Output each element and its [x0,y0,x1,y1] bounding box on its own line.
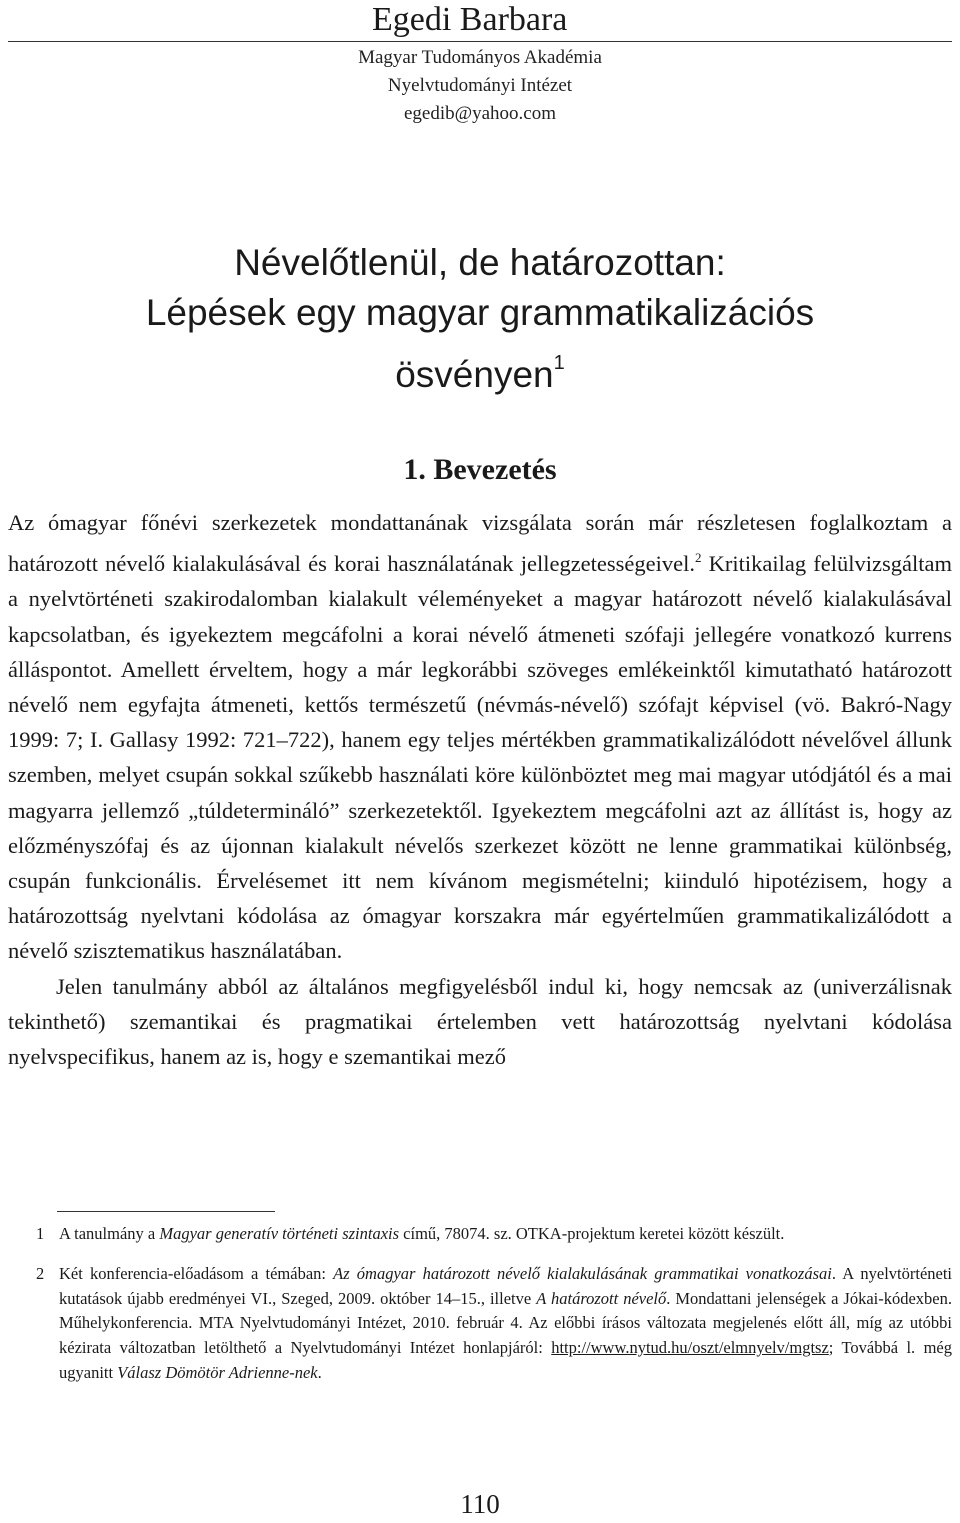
footnote-2-text-d: ; Továbbá l. még ugyanitt [59,1338,952,1382]
title-line-2: Lépések egy magyar grammatikalizációs [145,292,815,333]
footnote-2-link[interactable]: http://www.nytud.hu/oszt/elmnyelv/mgtsz [551,1338,829,1358]
footnote-2-italic-1: Az ómagyar határozott névelő kialakulásának grammatikai vonatkozásai [333,1264,832,1283]
paragraph-1-part-a: Az ómagyar főnévi szerkezetek mondattanának vizsgálata során már részletesen foglalkoztam a határozott névelő kialakulásával és korai használatának jellegzetességeivel. [8,510,952,577]
body-text [8,505,952,1074]
affiliation-institute: Nyelvtudományi Intézet [387,75,573,96]
footnote-1-text [59,1222,952,1247]
author-name: Egedi Barbara [372,1,568,38]
footnote-1-text-b: című, 78074. sz. OTKA-projektum keretei között készült. [399,1224,785,1243]
section-heading: 1. Bevezetés [403,453,557,486]
title-line-3 [0,338,960,400]
author-email: egedib@yahoo.com [403,103,557,124]
footnote-2-number: 2 [36,1264,45,1283]
footnote-1-number: 1 [36,1224,45,1243]
paper-title [0,238,960,400]
footnote-1 [8,1222,952,1247]
footnote-2 [8,1262,952,1386]
footnote-mark-2: 2 [695,550,702,566]
title-line-1: Névelőtlenül, de határozottan: [234,242,726,283]
footnote-2-text-e: . [317,1362,322,1382]
footnote-1-italic: Magyar generatív történeti szintaxis [159,1224,400,1243]
footnote-2-text-b: . A nyelvtörténeti kutatások újabb eredményei VI., Szeged, 2009. október 14–15., illetve [59,1264,953,1308]
footnote-2-italic-3: Válasz Dömötör Adrienne-nek [117,1362,318,1382]
title-footnote-mark: 1 [553,352,565,374]
footnote-2-text-a: Két konferencia-előadásom a témában: [59,1264,334,1283]
title-line-3-text: ösvényen [395,354,554,395]
footnote-1-text-a: A tanulmány a [59,1224,160,1243]
paragraph-2: Jelen tanulmány abból az általános megfigyelésből indul ki, hogy nemcsak az (univerzálisnak tekinthető) szemantikai és pragmatikai értelemben vett határozottság nyelvtani kódolása nyelvspecifikus, hanem az is, hogy e szemantikai mező [8,973,952,1070]
page-number: 110 [460,1489,500,1519]
paragraph-1 [8,505,952,969]
footnote-rule [57,1211,275,1212]
footnote-2-italic-2: A határozott névelő [536,1288,667,1308]
footnote-2-text-c: . Mondattani jelenségek a Jókai-kódexben. Műhelykonferencia. MTA Nyelvtudományi Intézet, 2010. február 4. Az előbbi írásos változata megjelenés előtt áll, míg az utóbbi kézirata változatban letölthető a Nyelvtudományi Intézet honlapjáról: [59,1288,952,1358]
header-rule [8,41,952,42]
footnote-2-text [59,1262,952,1386]
paragraph-1-part-b: Kritikailag felülvizsgáltam a nyelvtörténeti szakirodalomban kialakult véleményeket a magyar határozott névelő kialakulásával kapcsolatban, és igyekeztem megcáfolni a korai névelő átmeneti szófaji jellegére vonatkozó kurrens álláspontot. Amellett érveltem, hogy a már legkorábbi szöveges emlékeinktől kimutatható határozott névelő nem egyfajta átmeneti, kettős természetű (névmás-névelő) szófajt képvisel (vö. Bakró-Nagy 1999: 7; I. Gallasy 1992: 721–722), hanem egy teljes mértékben grammatikalizálódott névelővel állunk szemben, melyet csupán sokkal szűkebb használati köre különböztet meg mai magyar utódjától és a mai magyarra jellemző „túldetermináló” szerkezetektől. Igyekeztem megcáfolni azt az állítást is, hogy az előzményszófaj és az újonnan kialakult névelős szerkezet között ne lenne grammatikai különbség, csupán funkcionális. Érvelésemet itt nem kívánom megismételni; kiinduló hipotézisem, hogy a határozottság nyelvtani kódolása az ómagyar korszakra már egyértelműen grammatikalizálódott a névelő szisztematikus használatában. [8,551,952,964]
affiliation-academy: Magyar Tudományos Akadémia [358,47,602,68]
